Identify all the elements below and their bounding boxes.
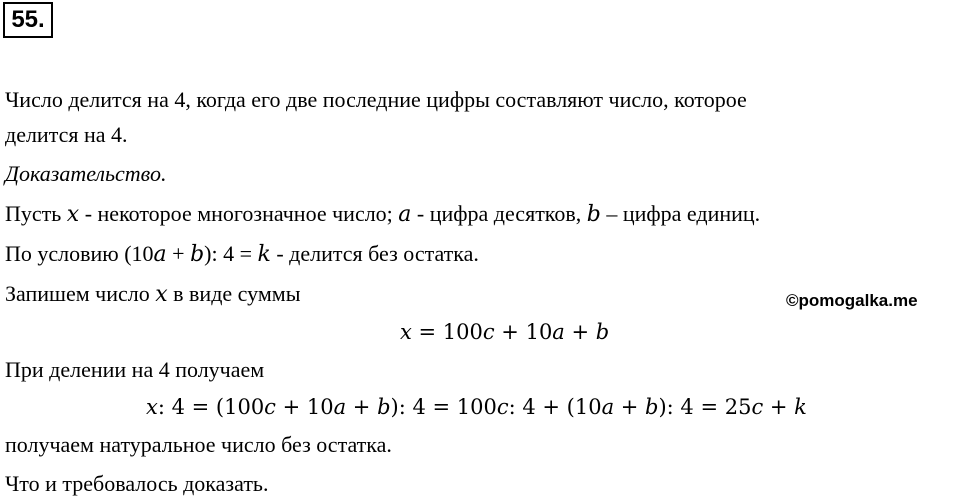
proof-line-assumption: Пусть 𝑥 - некоторое многозначное число; 𝑎 - цифра десятков, 𝑏 – цифра единиц. [5,201,761,226]
proof-line-result: получаем натуральное число без остатка. [5,432,392,457]
statement-line-2: делится на 4. [5,122,128,147]
proof-line-condition: По условию (10𝑎 + 𝑏): 4 = 𝑘 - делится без остатка. [5,241,479,266]
formula-division: 𝑥: 4 = (100𝑐 + 10𝑎 + 𝑏): 4 = 100𝑐: 4 + (10𝑎 + 𝑏): 4 = 25𝑐 + 𝑘 [146,395,807,419]
problem-number: 55. [3,2,53,38]
proof-line-conclusion: Что и требовалось доказать. [5,471,269,496]
proof-line-sum-intro: Запишем число 𝑥 в виде суммы [5,281,301,306]
watermark: ©pomogalka.me [786,291,918,310]
proof-line-division-intro: При делении на 4 получаем [5,357,265,382]
formula-sum: 𝑥 = 100𝑐 + 10𝑎 + 𝑏 [400,320,610,344]
proof-heading: Доказательство. [5,161,167,186]
statement-line-1: Число делится на 4, когда его две последние цифры составляют число, которое [5,87,747,112]
